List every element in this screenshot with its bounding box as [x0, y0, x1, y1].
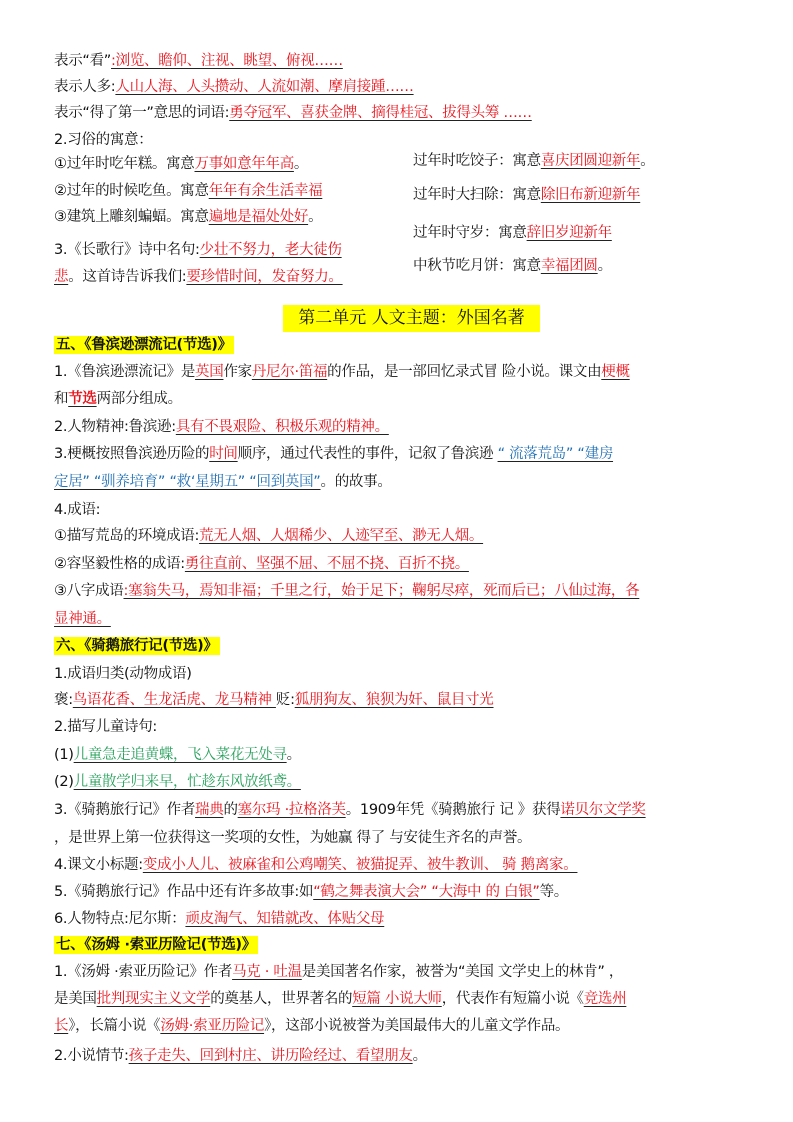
text: 4.课文小标题: [54, 857, 143, 873]
answer-red: 梗概 [601, 364, 630, 380]
text: 》，长篇小说《 [68, 1018, 161, 1034]
text: 2.习俗的寓意： [54, 132, 153, 148]
answer-red: 遍地是福处处好 [208, 209, 309, 225]
text: 贬: [275, 692, 295, 708]
text: 1.成语归类(动物成语) [54, 666, 192, 682]
text: ③建筑上雕刻蝙蝠。寓意 [54, 209, 209, 225]
text-line [54, 800, 646, 820]
answer-blue: “ 流落荒岛” “建房 [497, 446, 614, 462]
text-line [54, 935, 258, 955]
text-line [54, 154, 308, 174]
text: 是美国 [54, 991, 97, 1007]
text: 的作品，是一部回忆录式冒 险小说。课文由 [327, 364, 602, 380]
text-line [54, 909, 384, 929]
text: (2) [54, 774, 74, 790]
answer-red: 狐朋狗友、狼狈为奸、鼠目寸光 [294, 692, 494, 708]
text-line [54, 772, 301, 792]
text: 和 [54, 391, 69, 407]
text: 表示“得了第一”意思的词语: [54, 105, 230, 121]
text: 过年时吃饺子：寓意 [413, 153, 541, 169]
text: 表示人多: [54, 79, 116, 95]
text: 1.《鲁滨逊漂流记》是 [54, 364, 196, 380]
text: 2.小说情节: [54, 1048, 129, 1064]
answer-red: 丹尼尔·笛福 [251, 364, 328, 380]
answer-red: 长 [54, 1018, 69, 1034]
text: ，是世界上第一位获得这一奖项的女性，为她赢 得了 与安徒生齐名的声誉。 [54, 830, 532, 846]
text-line [54, 1016, 569, 1036]
answer-red: 竞选州 [583, 991, 627, 1007]
text: ①过年时吃年糕。寓意 [54, 156, 195, 172]
answer-red: 人山人海、人头攒动、人流如潮、摩肩接踵…… [115, 79, 414, 95]
text: 。 [308, 209, 323, 225]
answer-red: 幸福团圆 [540, 258, 598, 274]
answer-red: 勇夺冠军、喜获金牌、摘得桂冠、拔得头筹 …… [229, 105, 532, 121]
right-column-line [413, 185, 640, 205]
text: 4.成语: [54, 502, 101, 518]
text: 》，这部小说被誉为美国最伟大的儿童文学作品。 [264, 1018, 570, 1034]
answer-red: 悲 [54, 269, 69, 285]
text: 2.描写儿童诗句: [54, 719, 158, 735]
text-line [54, 472, 392, 492]
text-line [54, 636, 220, 656]
text: 3.《骑鹅旅行记》作者 [54, 802, 196, 818]
text: 。这首诗告诉我们: [68, 269, 187, 285]
answer-red: 孩子走失、回到村庄、讲历险经过、看望朋友 [128, 1048, 413, 1064]
text-line [54, 989, 626, 1009]
text-line [54, 664, 192, 684]
answer-red: 鸟语花香、生龙活虎、龙马精神 [72, 692, 276, 708]
text: 表示“看” [54, 53, 112, 69]
text-line [54, 130, 152, 150]
text-line [54, 240, 342, 260]
right-column-line [413, 256, 612, 276]
text-line [54, 207, 322, 227]
text-line [54, 882, 568, 902]
answer-green: 儿童急走追黄蝶，飞入菜花无处寻 [73, 747, 287, 763]
answer-red: :塞翁失马，焉知非福；千里之行，始于足下；鞠躬尽瘁，死而后已；八仙过海，各 [123, 583, 640, 599]
text: 5.《骑鹅旅行记》作品中还有许多故事:如 [54, 884, 314, 900]
answer-red: 时间 [209, 446, 238, 462]
text-line [54, 362, 630, 382]
text: 褒: [54, 692, 73, 708]
answer-red: 汤姆·索亚历险记 [160, 1018, 265, 1034]
answer-red: 除旧布新迎新年 [540, 187, 641, 203]
text: 两部分组成。 [96, 391, 182, 407]
text-line [54, 855, 577, 875]
text: 作家 [223, 364, 252, 380]
text-line [54, 444, 613, 464]
text: 。 [412, 1048, 427, 1064]
text: 过年时守岁：寓意 [413, 225, 527, 241]
text: 。 [293, 156, 309, 172]
text-line [54, 267, 343, 287]
text-line [54, 77, 414, 97]
text: ①描写荒岛的环境成语: [54, 528, 200, 544]
answer-red: :浏览、瞻仰、注视、眺望、俯视…… [111, 53, 343, 69]
answer-red: 喜庆团圆迎新年 [540, 153, 641, 169]
text: 中秋节吃月饼：寓意 [413, 258, 541, 274]
text: 等。 [539, 884, 568, 900]
unit-banner: 第二单元 人文主题：外国名著 [283, 305, 540, 332]
text-line [54, 335, 234, 355]
answer-red: 勇往直前、坚强不屈、不屈不挠、百折不挠。 [184, 556, 469, 572]
text: 。 [597, 258, 612, 274]
text-line [54, 181, 322, 201]
answer-red: 显神通。 [54, 611, 111, 627]
text: 。 [640, 153, 655, 169]
text: 6.人物特点:尼尔斯： [54, 911, 186, 927]
answer-red: 变成小人儿、被麻雀和公鸡嘲笑、被猫捉弄、被牛教训、 骑 鹅离家。 [142, 857, 578, 873]
section-heading: 五、《鲁滨逊漂流记(节选)》 [56, 337, 232, 353]
text: 是美国著名作家，被誉为“美国 文学史上的林肯” ， [301, 964, 624, 980]
section-heading: 六、《骑鹅旅行记(节选)》 [56, 638, 218, 654]
text-line [54, 609, 111, 629]
text-line [54, 828, 531, 848]
text: 顺序，通过代表性的事件，记叙了鲁滨逊 [237, 446, 498, 462]
text-line [54, 500, 100, 520]
text: 。 [286, 747, 301, 763]
text-line [54, 690, 494, 710]
right-column-line [413, 151, 654, 171]
answer-red: 要珍惜时间，发奋努力。 [186, 269, 343, 285]
text-line [54, 554, 469, 574]
answer-red: 马克 · 吐温 [232, 964, 302, 980]
text: 过年时大扫除：寓意 [413, 187, 541, 203]
answer-red: “鹤之舞表演大会” “大海中 的 白银” [313, 884, 540, 900]
text-line [54, 103, 532, 123]
answer-red: 具有不畏艰险、积极乐观的精神。 [175, 419, 389, 435]
section-heading: 七、《汤姆 ·索亚历险记(节选)》 [56, 937, 256, 953]
text-line [54, 581, 639, 601]
text-line [54, 1046, 427, 1066]
answer-red: 荒无人烟、人烟稀少、人迹罕至、渺无人烟。 [199, 528, 484, 544]
text: 2.人物精神:鲁滨逊: [54, 419, 176, 435]
text: 。的故事。 [320, 474, 392, 490]
text: 。1909年凭《骑鹅旅行 记 》获得 [345, 802, 561, 818]
text: ③八字成语 [54, 583, 124, 599]
answer-green: 儿童散学归来早，忙趁东风放纸鸢。 [73, 774, 301, 790]
answer-red: 辞旧岁迎新年 [526, 225, 612, 241]
answer-red: 顽皮淘气、知错就改、体贴父母 [185, 911, 385, 927]
text-line [54, 526, 483, 546]
answer-red: 塞尔玛 ·拉格洛芙 [237, 802, 346, 818]
text: 的 [223, 802, 238, 818]
answer-red: 少壮不努力，老大徒伤 [199, 242, 342, 258]
text-line [54, 51, 343, 71]
text-line [54, 417, 389, 437]
text: 3.《长歌行》诗中名句: [54, 242, 200, 258]
answer-red: 年年有余生活幸福 [208, 183, 323, 199]
text: ，代表作有短篇小说《 [441, 991, 584, 1007]
text: 1.《汤姆 ·索亚历险记》作者 [54, 964, 233, 980]
text-line [54, 717, 157, 737]
answer-red-bold: 节选 [68, 391, 97, 407]
right-column-line [413, 223, 612, 243]
answer-blue: 定居” “驯养培育” “救‘星期五” “回到英国” [54, 474, 321, 490]
text-line [54, 389, 182, 409]
answer-red: 批判现实主义文学 [96, 991, 211, 1007]
text: ②过年的时候吃鱼。寓意 [54, 183, 209, 199]
answer-red: 诺贝尔文学奖 [560, 802, 646, 818]
answer-red: 短篇 小说大师 [352, 991, 442, 1007]
answer-red: 瑞典 [195, 802, 224, 818]
answer-red: 英国 [195, 364, 224, 380]
text: (1) [54, 747, 74, 763]
text: 的奠基人，世界著名的 [210, 991, 353, 1007]
text: 3.梗概按照鲁滨逊历险的 [54, 446, 210, 462]
answer-red: 万事如意年年高 [194, 156, 294, 172]
text: ②容坚毅性格的成语: [54, 556, 185, 572]
text-line [54, 745, 301, 765]
text-line [54, 962, 623, 982]
